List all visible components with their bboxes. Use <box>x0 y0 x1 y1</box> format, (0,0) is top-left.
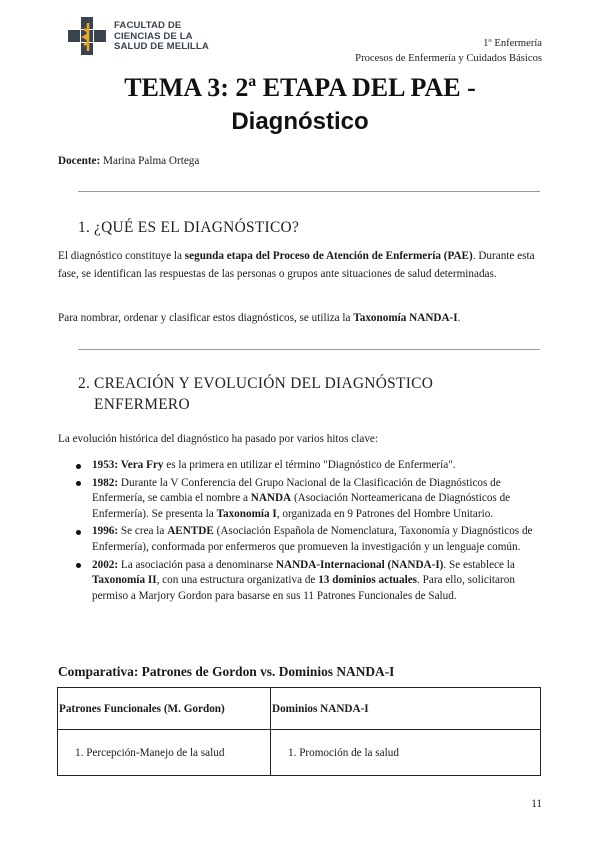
bullet-icon <box>76 530 81 535</box>
section1-number: 1. <box>78 219 91 236</box>
table-cell <box>271 730 541 776</box>
text-run: . Se establece la <box>443 558 515 571</box>
section2-title-line1: CREACIÓN Y EVOLUCIÓN DEL DIAGNÓSTICO <box>94 375 434 392</box>
bold-run: 13 dominios actuales <box>318 574 418 587</box>
header-info <box>355 36 542 66</box>
logo-line: FACULTAD DE <box>114 20 182 32</box>
section1-paragraph2 <box>58 310 544 328</box>
divider <box>78 349 540 350</box>
docente-name: Marina Palma Ortega <box>103 155 200 167</box>
comparison-title: Comparativa: Patrones de Gordon vs. Dominios NANDA-I <box>58 664 395 679</box>
table-row <box>58 730 541 776</box>
faculty-logo <box>68 17 209 57</box>
column-header: Patrones Funcionales (M. Gordon) <box>58 688 271 730</box>
bold-run: 2002: <box>92 558 119 571</box>
divider <box>78 191 540 192</box>
logo-line: SALUD DE MELILLA <box>114 41 209 53</box>
text-run: Durante la V Conferencia del Grupo Nacional de la Clasificación de Diagnósticos de Enfermería, se cambia el nombre a <box>92 476 501 505</box>
faculty-cross-icon <box>68 17 106 57</box>
list-item <box>58 458 544 474</box>
section1-heading <box>78 217 299 238</box>
text-run: (Asociación Española de Nomenclatura, Taxonomía y Diagnósticos de Enfermería), conformada por enfermeros que promueven la investigación y un lenguaje común. <box>92 525 533 553</box>
section2-heading <box>78 373 433 415</box>
text-run: (Asociación Norteamericana de Diagnósticos de Enfermería). Se presenta la <box>92 492 511 520</box>
bold-run: AENTDE <box>167 525 214 538</box>
column-header: Dominios NANDA-I <box>271 688 541 730</box>
comparison-table <box>57 687 541 776</box>
section1-title: ¿QUÉ ES EL DIAGNÓSTICO? <box>94 219 300 236</box>
bold-run: segunda etapa del Proceso de Atención de Enfermería (PAE) <box>184 250 473 262</box>
text-run: La asociación pasa a denominarse <box>118 558 276 571</box>
text-run: , con una estructura organizativa de <box>156 574 319 587</box>
bold-run: 1996: <box>92 525 119 538</box>
bold-run: Taxonomía II <box>92 574 157 587</box>
list-item <box>58 476 544 523</box>
list-item <box>58 558 544 605</box>
title-line2: Diagnóstico <box>231 108 369 135</box>
page-number: 11 <box>531 798 542 810</box>
cell-text: 1. Promoción de la salud <box>288 746 399 759</box>
text-run: , organizada en 9 Patrones del Hombre Unitario. <box>276 507 494 520</box>
text-run: El diagnóstico constituye la <box>58 250 185 262</box>
bold-run: 1982: <box>92 476 119 489</box>
text-run: Se crea la <box>118 525 168 538</box>
page-title <box>40 71 560 139</box>
text-run: Para nombrar, ordenar y clasificar estos diagnósticos, se utiliza la <box>58 312 354 324</box>
bold-run: NANDA <box>250 492 292 505</box>
course-label: 1º Enfermería <box>483 38 542 49</box>
bold-run: Taxonomía I <box>216 507 277 520</box>
text-run: . <box>457 312 461 324</box>
text-run: . Para ello, solicitaron permiso a Marjory Gordon para basarse en sus 11 Patrones Funcionales de Salud. <box>92 574 515 602</box>
section1-paragraph1 <box>58 248 544 283</box>
section2-title-line2: ENFERMERO <box>94 396 190 413</box>
docente-line <box>58 155 199 167</box>
bullet-icon <box>76 563 81 568</box>
table-header-row <box>58 688 541 730</box>
title-line1: TEMA 3: 2ª ETAPA DEL PAE - <box>124 73 476 102</box>
list-item <box>58 524 544 555</box>
section2-number: 2. <box>78 375 91 392</box>
bold-run: Taxonomía NANDA-I <box>353 312 458 324</box>
docente-label: Docente: <box>58 155 101 167</box>
logo-text <box>114 21 209 53</box>
bullet-icon <box>76 481 81 486</box>
bold-run: NANDA-Internacional (NANDA-I) <box>275 558 444 571</box>
logo-line: CIENCIAS DE LA <box>114 30 193 42</box>
text-run: es la primera en utilizar el término "Diagnóstico de Enfermería". <box>163 459 456 471</box>
bold-run: 1953: Vera Fry <box>92 459 164 471</box>
milestones-list <box>58 458 544 606</box>
cell-text: 1. Percepción-Manejo de la salud <box>75 746 225 759</box>
text-run: . Durante esta fase, se identifican las respuestas de las personas o grupos ante situaciones de salud determinadas. <box>58 250 535 280</box>
bullet-icon <box>76 464 81 469</box>
section2-intro: La evolución histórica del diagnóstico ha pasado por varios hitos clave: <box>58 433 378 445</box>
subject-label: Procesos de Enfermería y Cuidados Básicos <box>355 53 542 64</box>
table-cell <box>58 730 271 776</box>
